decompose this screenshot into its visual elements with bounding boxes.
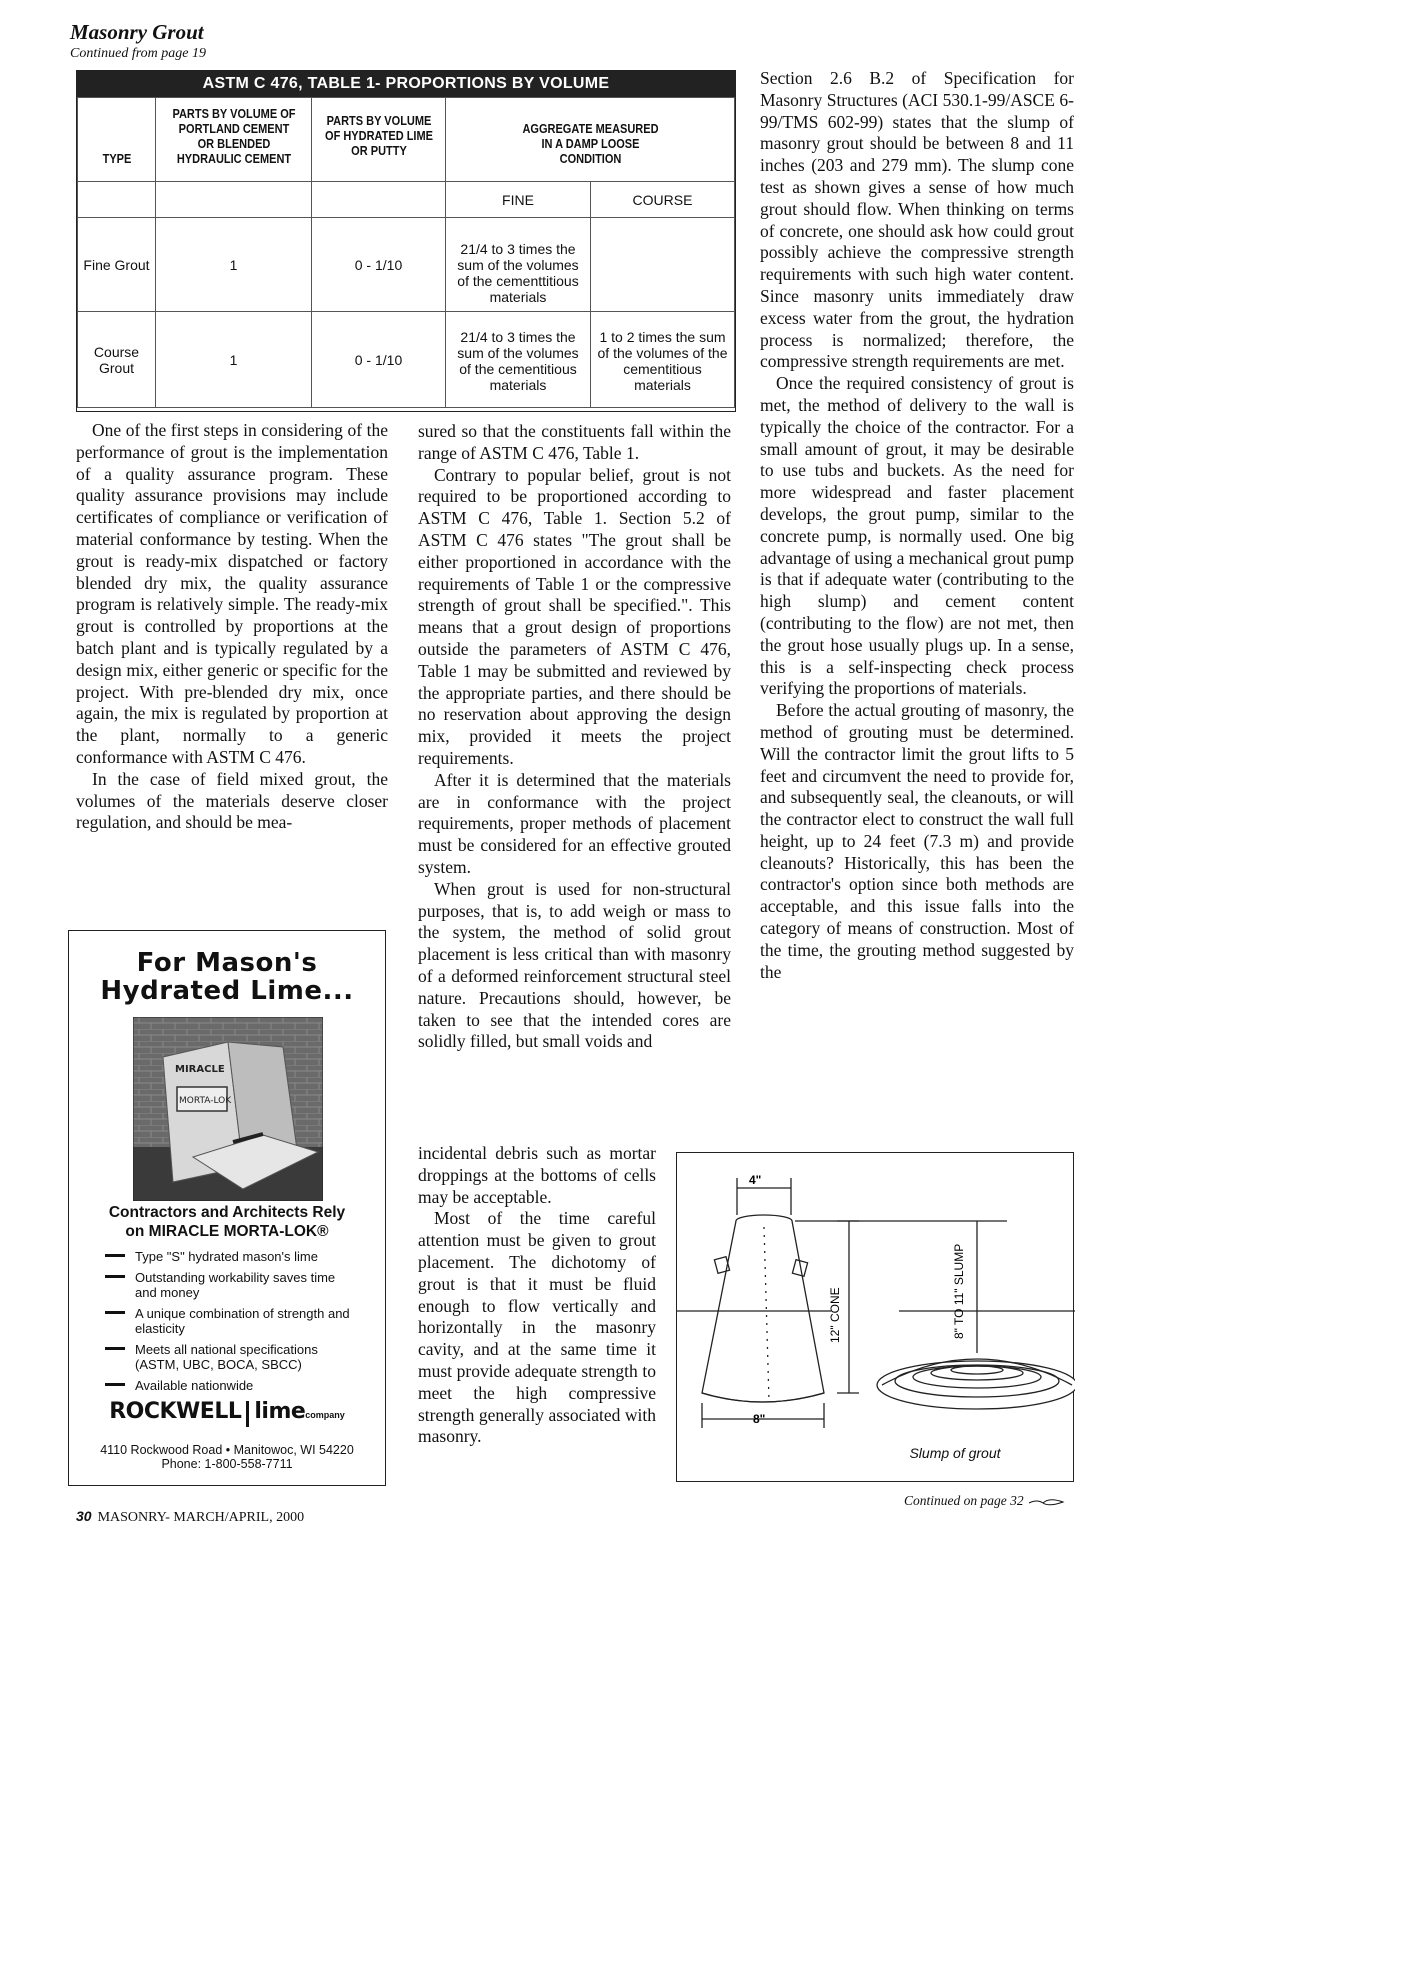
- header-course: COURSE: [591, 182, 735, 218]
- list-item: Outstanding workability saves time and money: [105, 1270, 355, 1301]
- row-type: Fine Grout: [78, 218, 156, 312]
- dim-top: 4": [749, 1173, 762, 1187]
- paragraph: Section 2.6 B.2 of Specification for Masonry Structures (ACI 530.1-99/ASCE 6-99/TMS 602-99) states that the slump of masonry grout should be between 8 and 11 inches (203 and 279 mm). The slump cone test as shown gives a sense of how much grout should flow. When thinking on terms of concrete, one should ask how could grout possibly achieve the compressive strength requirements with such high water content. Since masonry units immediately draw excess water from the grout, the hydration process is normalized; therefore, the compressive strength requirements are met.: [760, 68, 1074, 372]
- row-type: Course Grout: [78, 312, 156, 408]
- row-lime: 0 - 1/10: [312, 312, 446, 408]
- ad-headline: For Mason's Hydrated Lime...: [100, 948, 354, 1006]
- row-cement: 1: [156, 218, 312, 312]
- slump-figure: [676, 1152, 1074, 1482]
- header-type: TYPE: [82, 98, 151, 182]
- page-footer: [76, 1508, 304, 1526]
- arrow-icon: [1027, 1495, 1065, 1509]
- rockwell-logo: ROCKWELL limecompany: [69, 1399, 385, 1427]
- column-1: [76, 420, 388, 834]
- dim-bottom: 8": [753, 1412, 766, 1426]
- row-fine: 21/4 to 3 times the sum of the volumes of the cementitious materials: [446, 312, 591, 408]
- slump-cone-diagram: [677, 1153, 1075, 1483]
- header-lime: PARTS BY VOLUME OF HYDRATED LIME OR PUTTY: [320, 98, 438, 182]
- bag-label-1: MIRACLE: [175, 1064, 225, 1075]
- header-aggregate: AGGREGATE MEASURED IN A DAMP LOOSE CONDITION: [463, 98, 717, 182]
- list-item: Meets all national specifications (ASTM, UBC, BOCA, SBCC): [105, 1342, 355, 1373]
- header-cement: PARTS BY VOLUME OF PORTLAND CEMENT OR BLENDED HYDRAULIC CEMENT: [165, 98, 302, 182]
- row-lime: 0 - 1/10: [312, 218, 446, 312]
- list-item: A unique combination of strength and elasticity: [105, 1306, 355, 1337]
- column-2-narrow: [418, 1143, 656, 1448]
- table-caption: ASTM C 476, TABLE 1- PROPORTIONS BY VOLUME: [77, 71, 735, 97]
- page-number: 30: [76, 1508, 92, 1524]
- figure-caption: Slump of grout: [909, 1445, 1001, 1461]
- paragraph: sured so that the constituents fall within the range of ASTM C 476, Table 1.: [418, 421, 731, 463]
- paragraph: After it is determined that the materials are in conformance with the project requirements, proper methods of placement must be considered for an effective grouted system.: [418, 769, 731, 877]
- paragraph: Contrary to popular belief, grout is not required to be proportioned according to ASTM C 476, Table 1. Section 5.2 of ASTM C 476 states "The grout shall be either proportioned in accordance with the requirements of Table 1 or the compressive strength of grout shall be specified.". This means that a grout design of proportions outside the parameters of ASTM C 476, Table 1 may be submitted and reviewed by the appropriate parties, and there should be no reservation about approving the design mix, provided it meets the project requirements.: [418, 464, 731, 768]
- slump-label: 8" TO 11" SLUMP: [952, 1243, 966, 1339]
- list-item: Available nationwide: [105, 1378, 355, 1394]
- table-row: [78, 312, 735, 408]
- paragraph: Before the actual grouting of masonry, the method of grouting must be determined. Will the contractor limit the grout lifts to 5 feet and circumvent the need to provide for, and subsequently seal, the cleanouts, or will the contractor elect to construct the wall full height, up to 24 feet (7.3 m) and provide cleanouts? Historically, this has been the contractor's option since both methods are acceptable, and this issue falls into the category of means of construction. Most of the time, the grouting method suggested by the: [760, 700, 1074, 982]
- column-3: [760, 68, 1074, 983]
- product-photo: [133, 1017, 323, 1201]
- proportions-table: [76, 70, 736, 412]
- continued-from: Continued from page 19: [70, 46, 206, 61]
- ad-bullets: [105, 1249, 355, 1398]
- paragraph: Most of the time careful attention must be given to grout placement. The dichotomy of grout is that it must be fluid enough to flow vertically and horizontally in the masonry cavity, and at the same time it must provide adequate strength to meet the high compressive strength generally associated with masonry.: [418, 1208, 656, 1447]
- ad-subhead: Contractors and Architects Rely on MIRACLE MORTA-LOK®: [108, 1204, 346, 1240]
- paragraph: One of the first steps in considering of the performance of grout is the implementation of a quality assurance program. These quality assurance provisions may include certificates of compliance or verification of material conformance by testing. When the grout is ready-mix dispatched or factory blended dry mix, the quality assurance program is relatively simple. The ready-mix grout is controlled by proportions at the batch plant and is typically regulated by a design mix, either generic or specific for the project. With pre-blended dry mix, once again, the mix is regulated by proportion at the plant, normally to a generic conformance with ASTM C 476.: [76, 420, 388, 767]
- bag-label-2: MORTA-LOK: [179, 1096, 232, 1106]
- list-item: Type "S" hydrated mason's lime: [105, 1249, 355, 1265]
- table-row: [78, 218, 735, 312]
- row-fine: 21/4 to 3 times the sum of the volumes of the cementtitious materials: [446, 218, 591, 312]
- cone-label: 12" CONE: [828, 1287, 842, 1343]
- row-course: 1 to 2 times the sum of the volumes of the cementitious materials: [591, 312, 735, 408]
- publication: MASONRY- MARCH/APRIL, 2000: [97, 1510, 305, 1525]
- row-course: [591, 218, 735, 312]
- continued-on: Continued on page 32: [904, 1493, 1065, 1509]
- column-2: [418, 421, 731, 1053]
- page-header: [70, 20, 206, 62]
- advertisement: [68, 930, 386, 1486]
- paragraph: Once the required consistency of grout is met, the method of delivery to the wall is typically the choice of the contractor. For a small amount of grout, it may be desirable to use tubs and buckets. As the need for more widespread and faster placement develops, the grout pump, similar to the concrete pump, is normally used. One big advantage of using a mechanical grout pump is that if adequate water (contributing to the high slump) and cement content (contributing to the flow) are not met, then the grout hose usually plugs up. In a sense, this is a self-inspecting check process verifying the proportions of materials.: [760, 373, 1074, 699]
- ad-address: 4110 Rockwood Road • Manitowoc, WI 54220 Phone: 1-800-558-7711: [100, 1443, 354, 1471]
- paragraph: incidental debris such as mortar droppings at the bottoms of cells may be acceptable.: [418, 1143, 656, 1207]
- row-cement: 1: [156, 312, 312, 408]
- header-fine: FINE: [446, 182, 591, 218]
- article-title: Masonry Grout: [70, 20, 204, 44]
- paragraph: When grout is used for non-structural purposes, that is, to add weigh or mass to the system, the method of solid grout placement is less critical than with masonry of a deformed reinforcement structural steel nature. Precautions should, however, be taken to see that the intended cores are solidly filled, but small voids and: [418, 878, 731, 1052]
- paragraph: In the case of field mixed grout, the volumes of the materials deserve closer regulation, and should be mea-: [76, 768, 388, 833]
